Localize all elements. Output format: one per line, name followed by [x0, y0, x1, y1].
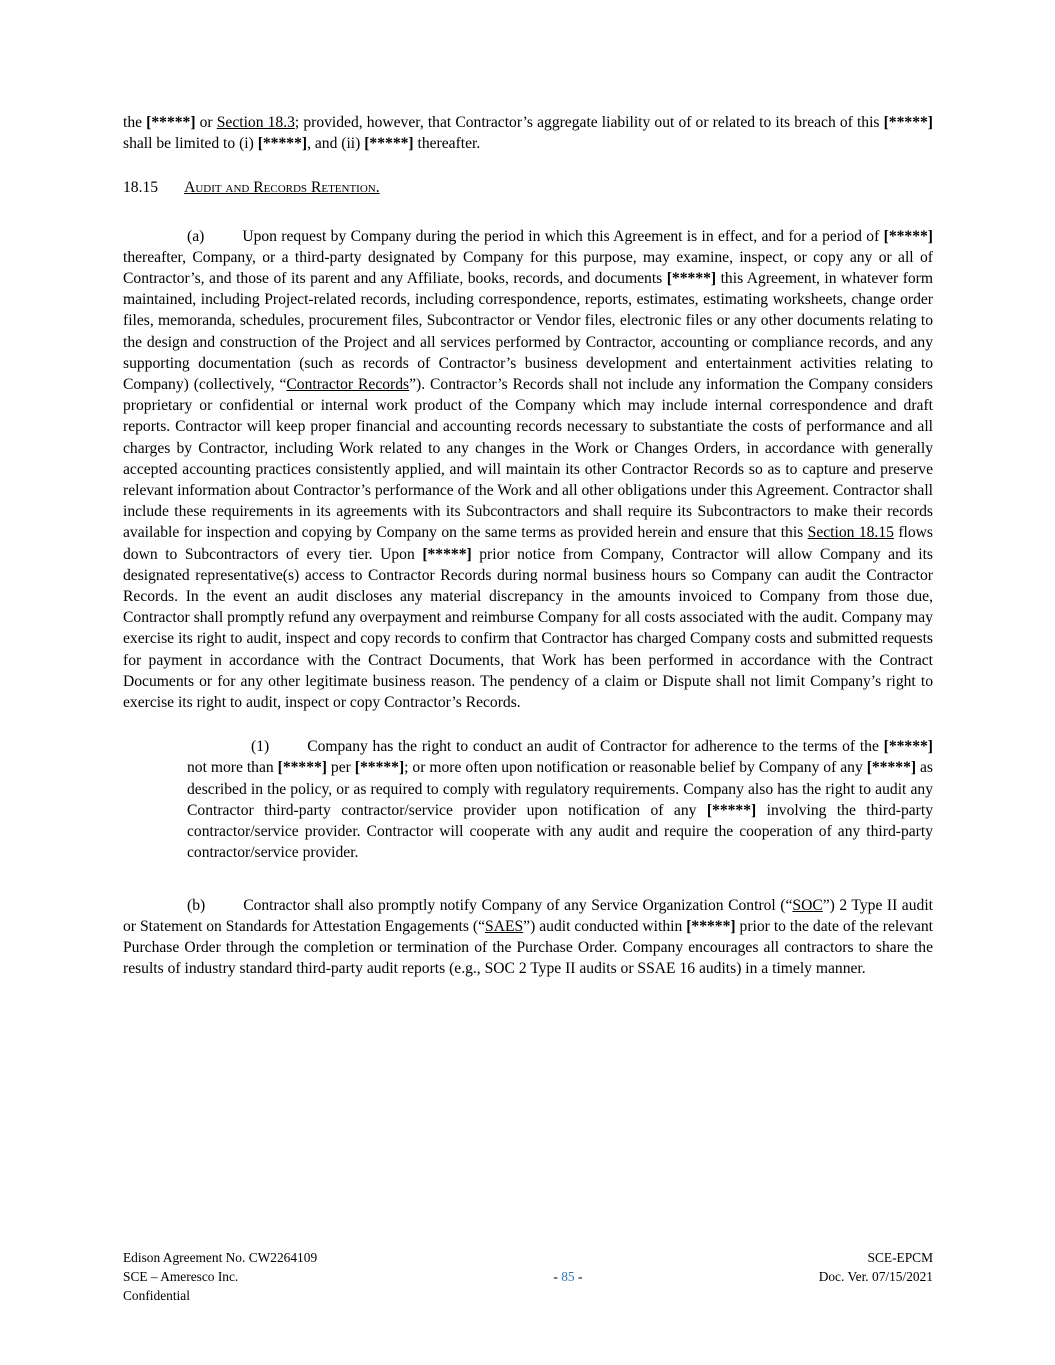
text-run: ”). Contractor’s Records shall not include any information the Company considers proprietary or confidential or internal work product of the Company which may include internal correspondence and draft reports. Contractor will keep proper financial and accounting records necessary to substantiate the costs of performance and all charges by Contractor, including Work related to any changes in the Work or Changes Orders, in accordance with generally accepted accounting practices consistently applied, and will maintain its other Contractor Records so as to capture and preserve relevant information about Contractor’s performance of the Work and all other obligations under this Agreement. Contractor shall include these requirements in its agreements with its Subcontractors and shall require its Subcontractors to make their records available for inspection and copying by Company on the same terms as provided herein and ensure that this: [123, 376, 933, 542]
text-run: shall be limited to (i): [123, 135, 258, 153]
text-run: involving the third-party contractor/service provider. Contractor will cooperate with any audit and require the cooperation of any third-party contractor/service provider.: [187, 801, 933, 862]
footer-confidential-label: Confidential: [123, 1288, 190, 1303]
text-run: SAES: [485, 917, 524, 935]
text-run: , and (ii): [307, 135, 365, 153]
page-number-prefix: -: [553, 1269, 562, 1284]
text-run: [*****]: [354, 759, 405, 777]
footer-center: [553, 1248, 582, 1305]
text-run: ; provided, however, that Contractor’s aggregate liability out of or related to its breach of this: [294, 114, 884, 131]
text-run: Section 18.15: [807, 524, 894, 542]
footer-agreement-number: Edison Agreement No. CW2264109: [123, 1250, 318, 1265]
text-run: Upon request by Company during the period in which this Agreement is in effect, and for a period of: [242, 227, 884, 245]
text-run: [*****]: [686, 917, 736, 935]
text-run: ”) 2 Type II audit or Statement on Standards for Attestation Engagements (“: [123, 896, 933, 935]
text-run: [*****]: [883, 738, 933, 756]
text-run: Contractor shall also promptly notify Company of any Service Organization Control (“: [243, 896, 793, 914]
text-run: ; or more often upon notification or reasonable belief by Company of any: [404, 759, 867, 777]
text-run: [*****]: [146, 114, 196, 131]
text-run: [*****]: [422, 545, 472, 563]
document-body: [123, 112, 933, 1002]
text-run: [*****]: [666, 270, 717, 288]
text-run: ”) audit conducted within: [523, 917, 687, 935]
paragraph-b: [123, 895, 933, 980]
text-run: [*****]: [883, 227, 933, 245]
footer-left: [123, 1248, 317, 1305]
section-title: Audit and Records Retention.: [184, 179, 380, 197]
text-run: [*****]: [706, 801, 757, 819]
text-run: [*****]: [883, 114, 933, 131]
footer-doc-version: Doc. Ver. 07/15/2021: [818, 1269, 933, 1284]
page-number: 85: [561, 1269, 575, 1284]
footer-doc-type: SCE-EPCM: [867, 1250, 933, 1265]
text-run: (1): [251, 738, 270, 756]
page-number-suffix: -: [574, 1269, 583, 1284]
paragraph-a-1: [187, 736, 933, 863]
text-run: thereafter, Company, or a third-party designated by Company for this purpose, may examine, inspect, or copy any or all of Contractor’s, and those of its parent and any Affiliate, books, records, and documents: [123, 248, 933, 288]
text-run: (a): [187, 227, 205, 245]
section-heading-18-15: [123, 177, 933, 198]
text-run: Section 18.3: [216, 114, 295, 131]
text-run: the: [123, 114, 147, 131]
text-run: thereafter.: [413, 135, 481, 153]
footer-right: [819, 1248, 933, 1305]
text-run: SOC: [792, 896, 823, 914]
text-run: not more than: [187, 759, 278, 777]
text-run: Contractor Records: [286, 376, 410, 394]
text-run: prior to the date of the relevant Purchase Order through the completion or termination of the Purchase Order. Company encourages all contractors to share the results of industry standard third-party audit reports (e.g., SOC 2 Type II audits or SSAE 16 audits) in a timely manner.: [123, 917, 934, 978]
text-run: per: [327, 759, 355, 777]
text-run: [*****]: [257, 135, 308, 153]
text-run: [*****]: [277, 759, 327, 777]
text-run: [*****]: [364, 135, 414, 153]
paragraph-a: [123, 226, 933, 714]
text-run: flows down to Subcontractors of every tier. Upon: [123, 524, 933, 563]
paragraph-liability-continuation: [123, 112, 933, 154]
text-run: (b): [187, 896, 206, 914]
text-run: this Agreement, in whatever form maintained, including Project-related records, including correspondence, reports, estimates, estimating worksheets, change order files, memoranda, schedules, procurement files, Subcontractor or Vendor files, electronic files or any other documents relating to the design and construction of the Project and all services performed by Contractor, accounting or compliance records, and any supporting documentation (such as records of Contractor’s business development and entertainment activities relating to Company) (collectively, “: [123, 270, 934, 394]
section-number: 18.15: [123, 179, 159, 197]
text-run: Company has the right to conduct an audit of Contractor for adherence to the terms of the: [307, 738, 884, 756]
page-footer: [123, 1248, 933, 1305]
text-run: [*****]: [866, 759, 917, 777]
text-run: as described in the policy, or as required to comply with regulatory requirements. Company also has the right to audit any Contractor third-party contractor/service provider upon notification of any: [187, 759, 933, 819]
footer-parties: SCE – Ameresco Inc.: [123, 1269, 239, 1284]
text-run: or: [195, 114, 217, 131]
text-run: prior notice from Company, Contractor will allow Company and its designated representative(s) access to Contractor Records during normal business hours so Company can audit the Contractor Records. In the event an audit discloses any material discrepancy in the amounts invoiced to Company from those due, Contractor shall promptly refund any overpayment and reimburse Company for all costs associated with the audit. Company may exercise its right to audit, inspect and copy records to confirm that Contractor has charged Company costs and submitted requests for payment in accordance with the Contract Documents, that Work has been performed in accordance with the Contract Documents or for any other legitimate business reason. The pendency of a claim or Dispute shall not limit Company’s right to exercise its right to audit, inspect or copy Contractor’s Records.: [123, 545, 933, 712]
